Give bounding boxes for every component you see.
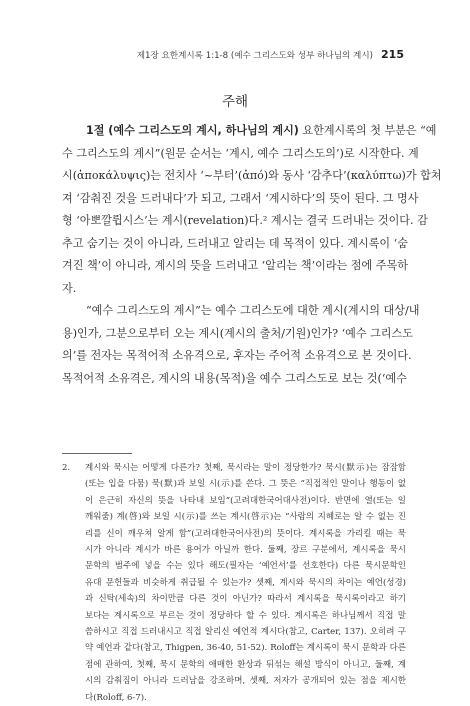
footnote-line: 보다는 계시록으로 부르는 것이 정당하다 할 수 있다. 계시록은 하나님께서 직접 말 bbox=[85, 610, 406, 621]
footnote-body bbox=[85, 460, 406, 706]
text-line: 시(ἀποκάλυψις)는 전치사 ‘~부터’(ἀπό)와 동사 ‘감추다’(καλύπτω)가 합쳐 bbox=[62, 169, 442, 182]
verse-heading: 1절 (예수 그리스도의 계시, 하나님의 계시) bbox=[86, 124, 299, 137]
body-text bbox=[62, 120, 442, 390]
footnote-line: 약 예언과 같다(참고, Thigpen, 36-40, 51-52). Roloff는 계시록이 묵시 문학과 다른 bbox=[85, 643, 406, 654]
paragraph bbox=[62, 300, 420, 390]
footnote-line: 유대 문헌들과 비슷하게 취급될 수 있는가? 셋째, 계시와 묵시의 차이는 예언(성경) bbox=[85, 577, 406, 588]
footnote-line: 문학의 범주에 넣을 수는 있다 해도(필자는 ‘예언서’를 선호한다) 다른 묵시문학인 bbox=[85, 561, 406, 572]
text-line: 자. bbox=[62, 281, 77, 295]
text-line: 져 ‘감춰진 것을 드러내다’가 되고, 그래서 ‘계시하다’의 뜻이 된다. 그 명사 bbox=[62, 191, 419, 205]
running-title: 제1장 요한계시록 1:1-8 (예수 그리스도와 성부 하나님의 계시) bbox=[136, 51, 374, 61]
footnote-line: 이 은근히 자신의 뜻을 나타내 보임”(고려대한국어대사전)이다. 반면에 열(또는 일 bbox=[85, 495, 406, 506]
text-line: 수 그리스도의 계시”(원문 순서는 ‘계시, 예수 그리스도의’)로 시작한다. 계 bbox=[62, 146, 419, 160]
text-line: 형 ‘아뽀깔륍시스’는 계시(revelation)다.² 계시는 결국 드러내는 것이다. 감 bbox=[62, 214, 428, 227]
footnote bbox=[62, 460, 406, 706]
text-line bbox=[62, 120, 437, 143]
text-line: “예수 그리스도의 계시”는 예수 그리스도에 대한 계시(계시의 대상/내 bbox=[86, 304, 420, 317]
text-line: 의’를 전자는 목적어적 소유격으로, 후자는 주어적 소유격으로 본 것이다. bbox=[62, 349, 412, 362]
section-title: 주해 bbox=[221, 94, 249, 110]
page-number: 215 bbox=[381, 48, 404, 61]
footnote-line: 시가 아니라 계시가 바른 용어가 아닐까 한다. 둘째, 장르 구분에서, 계시록을 묵시 bbox=[85, 545, 406, 556]
footnote-line: 점에 관하여, 첫째, 묵시 문학의 애매한 환상과 뒤섞는 해설 방식이 아니고, 둘째, 계 bbox=[85, 659, 406, 670]
footnote-number: 2. bbox=[62, 463, 71, 473]
footnote-line: 계시와 묵시는 어떻게 다른가? 첫째, 묵시라는 말이 정당한가? 묵시(默示)는 잠잠함 bbox=[85, 463, 406, 473]
footnote-line: 시의 감춰짐이 아니라 드러남을 강조하며, 셋째, 저자가 공개되어 있는 점을 제시한 bbox=[85, 676, 406, 687]
text-line: 용)인가, 그분으로부터 오는 계시(계시의 출처/기원)인가? ‘예수 그리스도 bbox=[62, 326, 413, 340]
paragraph bbox=[62, 120, 442, 300]
footnote-line: 씀하시고 직접 드러내시고 직접 알리신 예언적 계시다(참고, Carter, 137). 오히려 구 bbox=[85, 627, 406, 638]
footnote-line: (또는 입을 다뭄) 묵(默)과 보일 시(示)를 쓴다. 그 뜻은 “직접적인 말이나 행동이 없 bbox=[85, 479, 406, 490]
footnote-line: 다(Roloff, 6-7). bbox=[85, 692, 147, 703]
text-line: 목적어적 소유격은, 계시의 내용(목적)을 예수 그리스도로 보는 것(‘예수 bbox=[62, 371, 407, 385]
footnote-line: 리를 신이 깨우쳐 알게 함”(고려대한국어사전)의 뜻이다. 계시록을 가리킬 때는 묵 bbox=[85, 528, 406, 539]
footnote-line: 과 신탁(세속)의 차이만큼 다른 것이 아닌가? 따라서 계시록을 묵시록이라고 하기 bbox=[85, 594, 406, 605]
footnote-divider bbox=[62, 453, 132, 454]
text-line: 겨진 책’이 아니라, 계시의 뜻을 드러내고 ‘알리는 책’이라는 점에 주목하 bbox=[62, 259, 408, 272]
text-line: 추고 숨기는 것이 아니라, 드러내고 알리는 데 목적이 있다. 계시록이 ‘숨 bbox=[62, 236, 408, 250]
text-span: 요한계시록의 첫 부분은 “예 bbox=[298, 124, 437, 137]
footnote-line: 깨워줌) 계(啓)와 보일 시(示)를 쓰는 계시(啓示)는 “사람의 지혜로는 알 수 없는 진 bbox=[85, 512, 406, 523]
running-header bbox=[0, 48, 404, 61]
